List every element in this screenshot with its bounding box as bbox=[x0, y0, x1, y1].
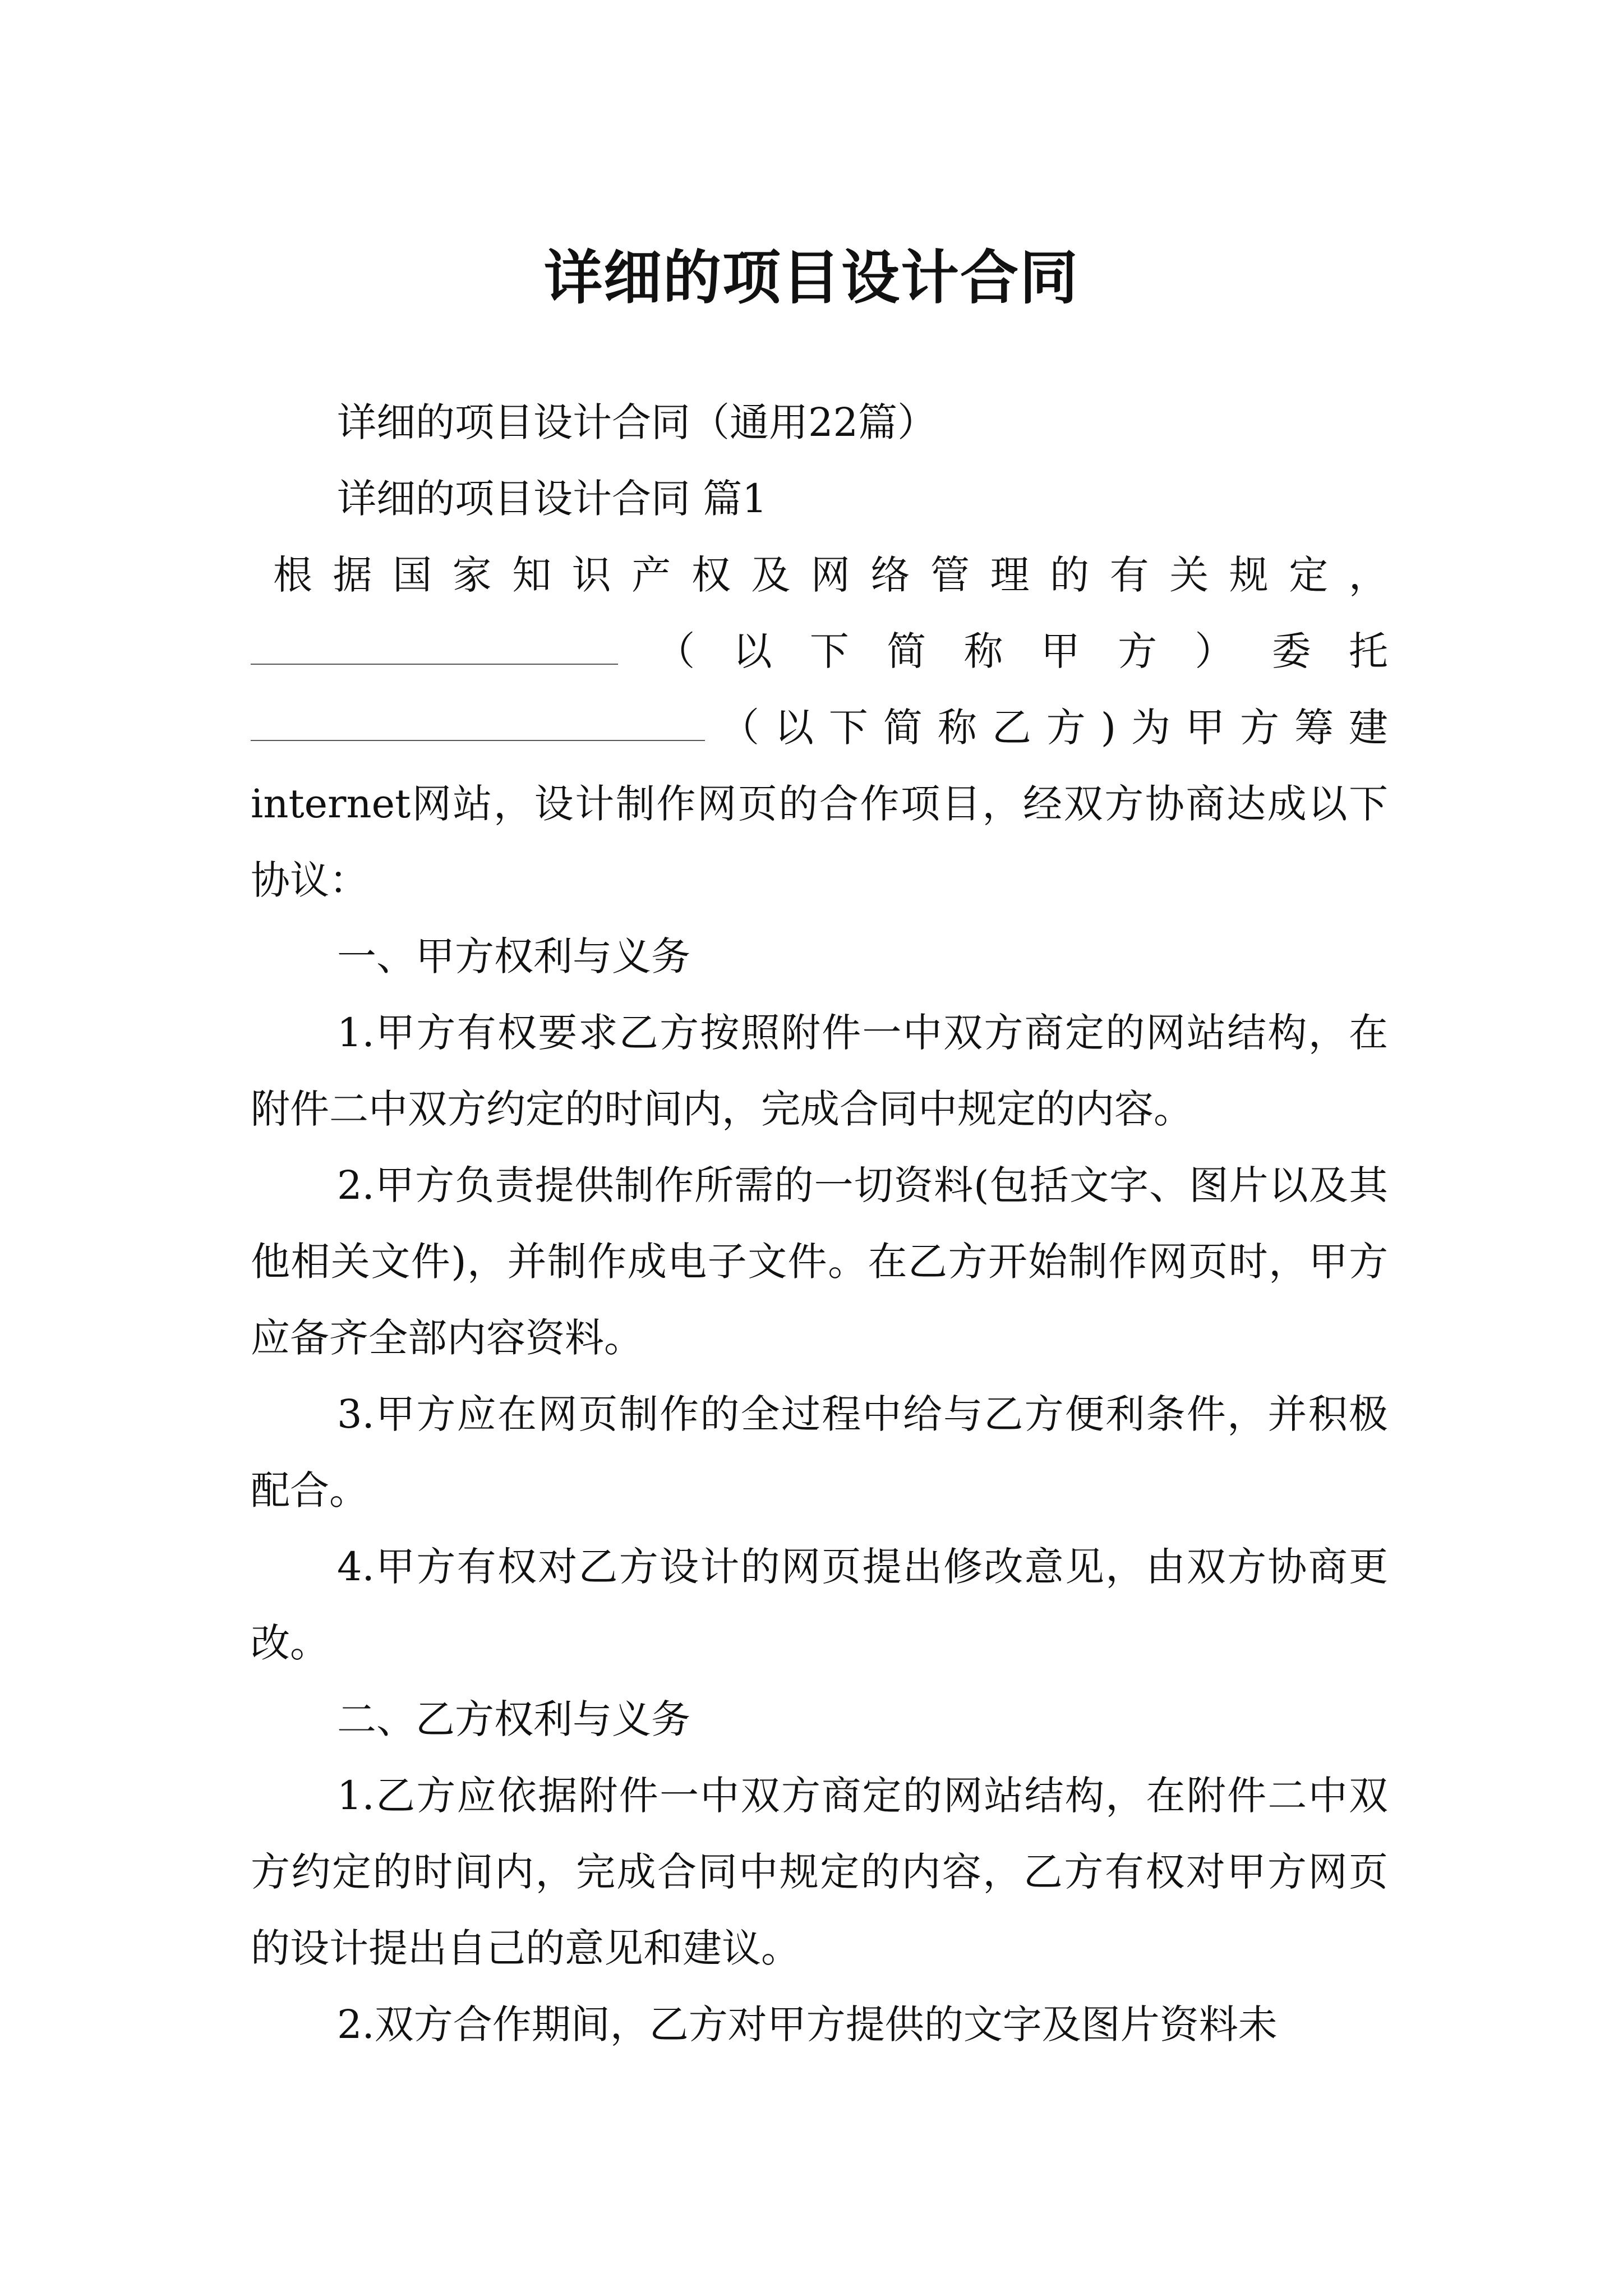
intro-char: 产 bbox=[631, 552, 671, 598]
party-a-item: 1.甲方有权要求乙方按照附件一中双方商定的网站结构，在附件二中双方约定的时间内，完成合同中规定的内容。 bbox=[251, 1010, 1388, 1132]
intro-char: 甲 bbox=[1186, 705, 1225, 751]
intro-char: 权 bbox=[691, 552, 731, 598]
intro-char: 简 bbox=[887, 628, 926, 674]
intro-char: 下 bbox=[828, 705, 868, 751]
intro-char: 网 bbox=[810, 552, 850, 598]
intro-char: 称 bbox=[937, 705, 977, 751]
intro-char: 下 bbox=[809, 628, 849, 674]
party-a-item: 4.甲方有权对乙方设计的网页提出修改意见，由双方协商更改。 bbox=[251, 1544, 1388, 1666]
intro-char: 方 bbox=[1046, 705, 1086, 751]
intro-char: 建 bbox=[1348, 705, 1388, 751]
intro-char: （ bbox=[720, 705, 759, 751]
document-subtitle: 详细的项目设计合同（通用22篇） bbox=[337, 399, 937, 445]
intro-char: 为 bbox=[1131, 705, 1171, 751]
intro-char: 理 bbox=[990, 552, 1030, 598]
intro-char: 根 bbox=[273, 552, 312, 598]
intro-char: 筹 bbox=[1294, 705, 1334, 751]
intro-char: ） bbox=[1195, 628, 1234, 674]
intro-char: 定 bbox=[1289, 552, 1329, 598]
intro-line-3 bbox=[251, 689, 1388, 766]
party-b-heading: 二、乙方权利与义务 bbox=[337, 1696, 690, 1742]
party-b-item: 2.双方合作期间，乙方对甲方提供的文字及图片资料未 bbox=[337, 2001, 1278, 2047]
intro-line-2 bbox=[251, 613, 1388, 689]
intro-rest: internet网站，设计制作网页的合作项目，经双方协商达成以下协议： bbox=[251, 781, 1388, 903]
intro-char: 方 bbox=[1118, 628, 1158, 674]
party-b-name-blank[interactable] bbox=[251, 707, 705, 741]
intro-char: ， bbox=[1348, 552, 1388, 598]
intro-char: 简 bbox=[883, 705, 923, 751]
intro-char: 的 bbox=[1050, 552, 1090, 598]
intro-char: （ bbox=[656, 628, 695, 674]
intro-char: 方 bbox=[1239, 705, 1279, 751]
intro-char: 知 bbox=[512, 552, 552, 598]
intro-char: 管 bbox=[930, 552, 970, 598]
intro-line-1 bbox=[251, 537, 1388, 613]
intro-char: 委 bbox=[1271, 628, 1311, 674]
intro-char: 及 bbox=[751, 552, 791, 598]
party-a-name-blank[interactable] bbox=[251, 631, 618, 665]
document-body bbox=[251, 384, 1388, 2063]
intro-char: 乙 bbox=[992, 705, 1031, 751]
intro-char: 有 bbox=[1109, 552, 1149, 598]
intro-char: 识 bbox=[571, 552, 611, 598]
intro-char: ) bbox=[1100, 705, 1117, 751]
party-a-item: 2.甲方负责提供制作所需的一切资料(包括文字、图片以及其他相关文件)，并制作成电子文件。在乙方开始制作网页时，甲方应备齐全部内容资料。 bbox=[251, 1162, 1388, 1361]
party-a-heading: 一、甲方权利与义务 bbox=[337, 933, 690, 979]
intro-paragraph bbox=[251, 537, 1388, 918]
party-b-item: 1.乙方应依据附件一中双方商定的网站结构，在附件二中双方约定的时间内，完成合同中规定的内容，乙方有权对甲方网页的设计提出自己的意见和建议。 bbox=[251, 1773, 1388, 1971]
document-title: 详细的项目设计合同 bbox=[543, 242, 1079, 312]
intro-char: 关 bbox=[1169, 552, 1209, 598]
intro-char: 以 bbox=[732, 628, 772, 674]
intro-char: 以 bbox=[774, 705, 814, 751]
intro-char: 国 bbox=[393, 552, 432, 598]
party-a-item: 3.甲方应在网页制作的全过程中给与乙方便利条件，并积极配合。 bbox=[251, 1391, 1388, 1513]
intro-char: 托 bbox=[1348, 628, 1388, 674]
intro-char: 规 bbox=[1229, 552, 1269, 598]
intro-char: 家 bbox=[452, 552, 492, 598]
intro-char: 络 bbox=[870, 552, 910, 598]
intro-char: 称 bbox=[963, 628, 1003, 674]
intro-char: 甲 bbox=[1040, 628, 1080, 674]
intro-char: 据 bbox=[333, 552, 372, 598]
section-heading: 详细的项目设计合同 篇1 bbox=[337, 476, 767, 522]
